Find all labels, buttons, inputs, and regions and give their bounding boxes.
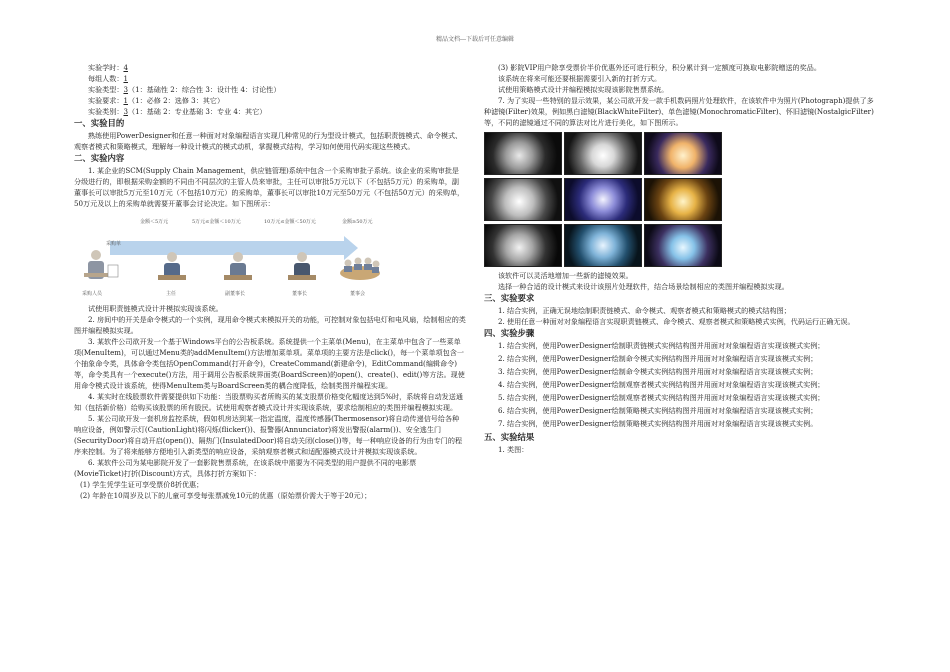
step-item-7: 7. 结合实例，使用PowerDesigner绘制策略模式实例结构图并用面对对象编程语言实现该模式实例。 xyxy=(498,419,818,428)
purchase-order-icon xyxy=(108,265,118,277)
role-board: 董事会 xyxy=(350,291,366,297)
result-item-1: 1. 类图： xyxy=(498,445,529,454)
content-item-6-5: 试使用策略模式设计并编程模拟实现该影院售票系统。 xyxy=(498,85,669,94)
step-item-2: 2. 结合实例，使用PowerDesigner绘制命令模式实例结构图并用面对对象编程语言实现该模式实例； xyxy=(498,354,818,363)
purchaser-figure xyxy=(84,250,110,279)
meta-hours: 实验学时：4 xyxy=(88,63,128,72)
step-item-5: 5. 结合实例，使用PowerDesigner绘制观察者模式实例结构图并用面对对象编程语言实现该模式实例； xyxy=(498,393,825,402)
content-item-6: 6. 某软件公司为某电影院开发了一套影院售票系统，在该系统中需要为不同类型的用户提供不同的电影票(MovieTicket)打折(Discount)方式，具体打折方案如下： xyxy=(74,458,417,478)
chairman-figure xyxy=(288,252,316,280)
content-item-7: 7. 为了实现一些特别的显示效果，某公司欲开发一款手机数码照片处理软件，在该软件中为照片(Photograph)提供了多种滤镜(Filter)效果，例如黑白滤镜(BlackWhiteFilter)、单色滤镜(MonochromaticFilter)、怀旧滤镜(NostalgicFilter)等，不同的滤镜通过不同的算法对比片进行美化，如下图所示。 xyxy=(484,96,874,127)
vice-chairman-figure xyxy=(224,252,252,280)
photo-bw-4 xyxy=(484,224,562,267)
content-item-6-4: 该系统在将来可能还要根据需要引入新的打折方式。 xyxy=(498,74,662,83)
range-label-1: 金额＜5万元 xyxy=(140,219,169,225)
photo-nostalgic-1 xyxy=(644,178,722,221)
section-heading-requirements: 三、实验要求 xyxy=(484,293,535,303)
purpose-text: 熟练使用PowerDesigner和任意一种面对对象编程语言实现几种常见的行为型设计模式，包括职责链模式、命令模式、观察者模式和策略模式，理解每一种设计模式的模式动机，掌握模式结构，学习如何使用代码实现这些模式。 xyxy=(74,131,463,151)
content-item-3: 3. 某软件公司欲开发一个基于Windows平台的公告板系统。系统提供一个主菜单(Menu)，在主菜单中包含了一些菜单项(MenuItem)，可以通过Menu类的addMenuItem()方法增加菜单项。菜单项的主要方法是click()，每一个菜单项包含一个抽象命令类，具体命令类包括OpenCommand(打开命令)，CreateCommand(新建命令)，EditCommand(编辑命令)等，命令类具有一个execute()方法，用于调用公告板系统界面类(BoardScreen)的open()、create()、edit()等方法。现使用命令模式设计该系统，使得MenuItem类与BoardScreen类的耦合度降低，绘制类图并编程实现。 xyxy=(74,337,465,390)
content-item-6-2: (2) 年龄在10周岁及以下的儿童可享受每张票减免10元的优惠（原始票价需大于等于20元）； xyxy=(80,491,372,500)
range-label-2: 5万元≤金额＜10万元 xyxy=(192,219,241,225)
role-purchaser: 采购人员 xyxy=(82,291,103,297)
photo-color-1 xyxy=(644,132,722,175)
step-item-4: 4. 结合实例，使用PowerDesigner绘制观察者模式实例结构图并用面对对象编程语言实现该模式实例； xyxy=(498,380,825,389)
requirement-item-1: 1. 结合实例，正确无误地绘制职责链模式、命令模式、观察者模式和策略模式的模式结构图； xyxy=(498,306,791,315)
content-item-6-3: (3) 影院VIP用户除享受票价半价优惠外还可进行积分，积分累计到一定额度可换取电影院赠送的奖品。 xyxy=(498,63,821,72)
step-item-1: 1. 结合实例，使用PowerDesigner绘制职责链模式实例结构图并用面对对象编程语言实现该模式实例； xyxy=(498,341,825,350)
content-item-7-1: 该软件可以灵活地增加一些新的滤镜效果。 xyxy=(498,271,633,280)
meta-category: 实验类别：3（1：基础 2：专业基础 3：专业 4：其它） xyxy=(88,107,267,116)
range-label-3: 10万元≤金额＜50万元 xyxy=(264,219,316,225)
order-label: 采购单 xyxy=(106,241,122,247)
meta-group-size: 每组人数：1 xyxy=(88,74,128,83)
photo-mono-2 xyxy=(564,224,642,267)
meta-type: 实验类型：3（1：基础性 2：综合性 3：设计性 4：讨论性） xyxy=(88,85,281,94)
right-column xyxy=(484,62,876,455)
content-item-4: 4. 某实时在线股票软件需要提供如下功能：当股票购买者所购买的某支股票价格变化幅度达到5%时，系统将自动发送通知（包括新价格）给购买该股票的所有股民。试使用观察者模式设计并实现该系统，要求绘制相应的类图并编程模拟实现。 xyxy=(74,392,463,412)
content-item-7-2: 选择一种合适的设计模式来设计该照片处理软件，结合场景绘制相应的类图并编程模拟实现。 xyxy=(498,282,789,291)
left-column xyxy=(74,62,466,501)
photo-bw-3 xyxy=(484,178,562,221)
content-item-1-tail: 试使用职责链模式设计并模拟实现该系统。 xyxy=(88,304,223,313)
content-item-6-1: (1) 学生凭学生证可享受票价8折优惠； xyxy=(80,480,204,489)
photo-mono-1 xyxy=(564,178,642,221)
meta-requirement: 实验要求：1（1：必修 2：选修 3：其它） xyxy=(88,96,225,105)
page-watermark: 精品文档---下载后可任意编辑 xyxy=(435,36,515,43)
photo-color-2 xyxy=(644,224,722,267)
step-item-3: 3. 结合实例，使用PowerDesigner绘制命令模式实例结构图并用面对对象编程语言实现该模式实例； xyxy=(498,367,818,376)
requirement-item-2: 2. 使用任意一种面对对象编程语言实现职责链模式、命令模式、观察者模式和策略模式实例，代码运行正确无误。 xyxy=(498,317,855,326)
photo-bw-2 xyxy=(564,132,642,175)
board-meeting-figure xyxy=(340,258,380,281)
content-item-5: 5. 某公司欲开发一套机房监控系统，假如机房达到某一指定温度，温度传感器(Thermosensor)将自动传递信号给各种响应设备，例如警示灯(CautionLight)将闪烁(flicker())、报警器(Annunciator)将发出警报(alarm())、安全逃生门(SecurityDoor)将自动开启(open())、隔热门(InsulatedDoor)将自动关闭(close())等，每一种响应设备的行为由专门的程序来控制。为了将来能够方便地引入新类型的响应设备，采纳观察者模式和适配器模式设计并模拟实现该系统。 xyxy=(74,414,463,456)
role-chairman: 董事长 xyxy=(292,291,308,297)
section-heading-content: 二、实验内容 xyxy=(74,153,125,163)
section-heading-purpose: 一、实验目的 xyxy=(74,118,125,128)
role-vice-chairman: 副董事长 xyxy=(225,291,246,297)
role-director: 主任 xyxy=(166,291,177,297)
director-figure xyxy=(158,252,186,280)
photo-bw-1 xyxy=(484,132,562,175)
section-heading-steps: 四、实验步骤 xyxy=(484,328,535,338)
step-item-6: 6. 结合实例，使用PowerDesigner绘制策略模式实例结构图并用面对对象编程语言实现该模式实例； xyxy=(498,406,818,415)
filter-example-figure xyxy=(484,132,724,266)
section-heading-results: 五、实验结果 xyxy=(484,432,535,442)
content-item-2: 2. 房间中的开关是命令模式的一个实例，现用命令模式来模拟开关的功能，可控制对象包括电灯和电风扇，绘制相应的类图并编程模拟实现。 xyxy=(74,315,466,335)
content-item-1: 1. 某企业的SCM(Supply Chain Management，供应链管理)系统中包含一个采购审批子系统。该企业的采购审批是分级进行的，即根据采购金额的不同由不同层次的主管人员来审批，主任可以审批5万元以下（不包括5万元）的采购单，副董事长可以审批5万元至10万元（不包括10万元）的采购单，董事长可以审批10万元至50万元（不包括50万元）的采购单，50万元及以上的采购单就需要开董事会讨论决定。如下图所示： xyxy=(74,166,465,208)
approval-chain-diagram xyxy=(82,215,382,299)
range-label-4: 金额≥50万元 xyxy=(342,219,373,225)
